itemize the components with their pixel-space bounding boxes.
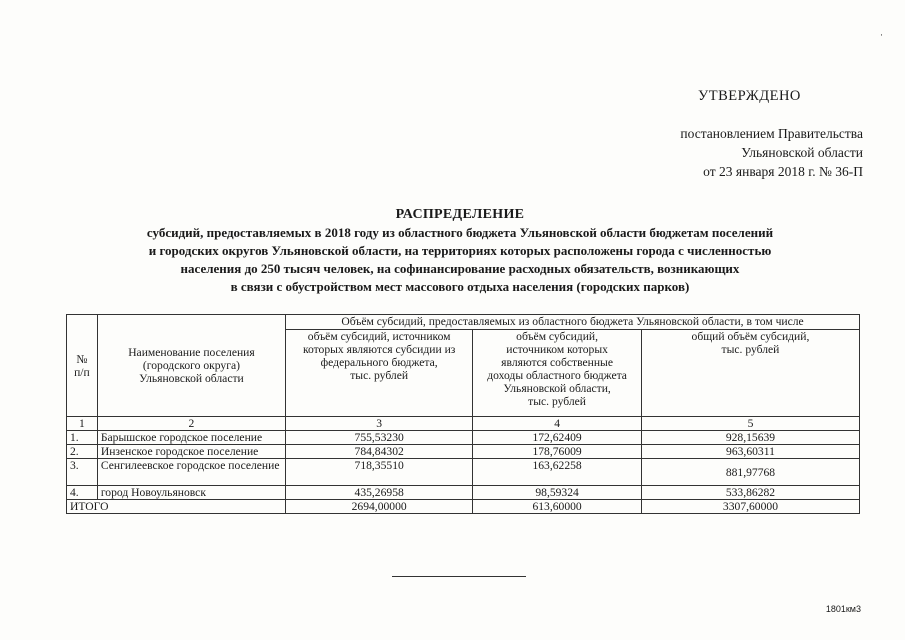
row-federal: 784,84302 bbox=[286, 445, 473, 459]
document-code: 1801км3 bbox=[825, 604, 861, 614]
row-number: 3. bbox=[67, 459, 98, 486]
decree-line: от 23 января 2018 г. № 36-П bbox=[703, 164, 863, 179]
total-federal: 2694,00000 bbox=[286, 500, 473, 514]
row-settlement: Барышское городское поселение bbox=[97, 431, 285, 445]
row-settlement: Инзенское городское поселение bbox=[97, 445, 285, 459]
header-settlement-name: Наименование поселения (городского округа) Ульяновской области bbox=[97, 315, 285, 417]
row-federal: 718,35510 bbox=[286, 459, 473, 486]
column-index-row: 1 2 3 4 5 bbox=[67, 417, 860, 431]
table-row bbox=[67, 445, 860, 459]
row-federal: 755,53230 bbox=[286, 431, 473, 445]
decree-reference bbox=[603, 124, 863, 181]
row-settlement: Сенгилеевское городское поселение bbox=[97, 459, 285, 486]
header-subsidy-group: Объём субсидий, предоставляемых из областного бюджета Ульяновской области, в том числе bbox=[286, 315, 860, 330]
row-own: 178,76009 bbox=[473, 445, 642, 459]
table-row bbox=[67, 459, 860, 486]
row-total: 533,86282 bbox=[641, 486, 859, 500]
total-label: ИТОГО bbox=[67, 500, 286, 514]
row-number: 2. bbox=[67, 445, 98, 459]
row-own: 163,62258 bbox=[473, 459, 642, 486]
row-settlement: город Новоульяновск bbox=[97, 486, 285, 500]
row-own: 98,59324 bbox=[473, 486, 642, 500]
decree-line: Ульяновской области bbox=[741, 145, 863, 160]
title-line: и городских округов Ульяновской области, на территориях которых расположены города с численностью bbox=[148, 243, 772, 258]
document-title bbox=[60, 206, 860, 296]
row-number: 4. bbox=[67, 486, 98, 500]
header-regional-subsidy: объём субсидий, источником которых являются собственные доходы областного бюджета Ульяновской области, тыс. рублей bbox=[473, 330, 642, 417]
title-main: РАСПРЕДЕЛЕНИЕ bbox=[395, 207, 525, 222]
table-row bbox=[67, 486, 860, 500]
end-line bbox=[392, 576, 526, 577]
total-own: 613,60000 bbox=[473, 500, 642, 514]
title-line: субсидий, предоставляемых в 2018 году из областного бюджета Ульяновской области бюджетам поселений bbox=[146, 225, 774, 240]
decree-line: постановлением Правительства bbox=[680, 126, 863, 141]
approval-stamp: УТВЕРЖДЕНО bbox=[698, 88, 801, 104]
title-line: в связи с обустройством мест массового отдыха населения (городских парков) bbox=[230, 279, 690, 294]
row-own: 172,62409 bbox=[473, 431, 642, 445]
row-total: 928,15639 bbox=[641, 431, 859, 445]
row-federal: 435,26958 bbox=[286, 486, 473, 500]
row-total: 963,60311 bbox=[641, 445, 859, 459]
total-sum: 3307,60000 bbox=[641, 500, 859, 514]
header-number: № п/п bbox=[67, 315, 98, 417]
header-federal-subsidy: объём субсидий, источником которых являются субсидии из федерального бюджета, тыс. рублей bbox=[286, 330, 473, 417]
row-number: 1. bbox=[67, 431, 98, 445]
distribution-table bbox=[66, 314, 860, 514]
total-row bbox=[67, 500, 860, 514]
row-total: 881,97768 bbox=[641, 459, 859, 486]
scan-mark: · bbox=[880, 30, 883, 40]
title-line: населения до 250 тысяч человек, на софинансирование расходных обязательств, возникающих bbox=[180, 261, 740, 276]
header-total-subsidy: общий объём субсидий, тыс. рублей bbox=[641, 330, 859, 417]
table-row bbox=[67, 431, 860, 445]
